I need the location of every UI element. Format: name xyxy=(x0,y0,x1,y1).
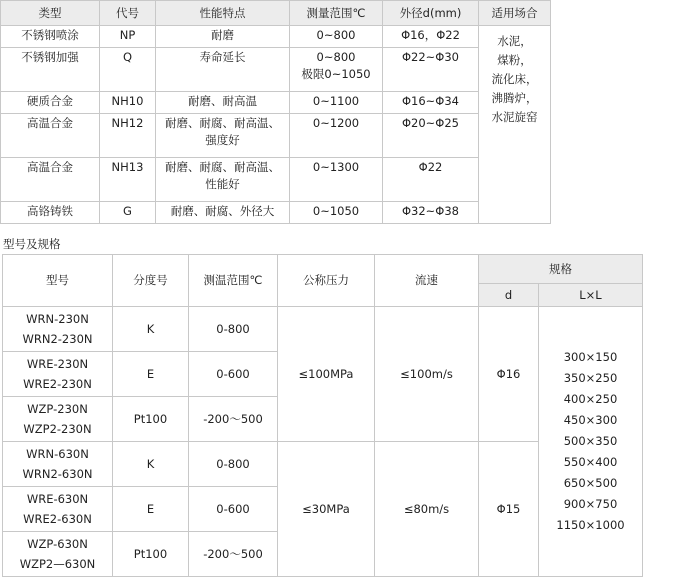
table-header-row xyxy=(3,255,643,284)
cell-features: 耐磨、耐高温 xyxy=(156,92,290,114)
cell-range: 0~1100 xyxy=(290,92,383,114)
table-header-row xyxy=(1,1,551,26)
spec-item: 500×350 xyxy=(563,434,618,448)
cell-code: NH13 xyxy=(100,158,156,202)
header-division: 分度号 xyxy=(113,255,189,307)
cell-range: 0-800 xyxy=(189,442,278,487)
cell-division: Pt100 xyxy=(113,532,189,577)
header-application: 适用场合 xyxy=(479,1,551,26)
cell-type: 不锈钢加强 xyxy=(1,48,100,92)
cell-model: WZP-230N WZP2-230N xyxy=(3,397,113,442)
cell-type: 不锈钢喷涂 xyxy=(1,26,100,48)
header-range: 测温范围℃ xyxy=(189,255,278,307)
table-row xyxy=(3,307,643,352)
header-pressure: 公称压力 xyxy=(278,255,375,307)
cell-range: 0~1300 xyxy=(290,158,383,202)
cell-range: 0-800 xyxy=(189,307,278,352)
cell-diameter: Φ22~Φ30 xyxy=(383,48,479,92)
table-row xyxy=(1,202,551,224)
thermocouple-type-table xyxy=(0,0,551,224)
spec-item: 450×300 xyxy=(563,413,618,427)
spec-item: 1150×1000 xyxy=(556,518,625,532)
cell-range: 0~800 xyxy=(290,26,383,48)
cell-model: WZP-630N WZP2—630N xyxy=(3,532,113,577)
cell-diameter: Φ16~Φ34 xyxy=(383,92,479,114)
application-item: 水泥， xyxy=(497,34,532,48)
cell-code: G xyxy=(100,202,156,224)
cell-division: K xyxy=(113,307,189,352)
cell-diameter: Φ16，Φ22 xyxy=(383,26,479,48)
cell-features: 寿命延长 xyxy=(156,48,290,92)
model-spec-table xyxy=(2,254,643,577)
cell-features: 耐磨、耐腐、耐高温、 性能好 xyxy=(156,158,290,202)
cell-pressure: ≤30MPa xyxy=(278,442,375,577)
header-model: 型号 xyxy=(3,255,113,307)
cell-flow: ≤100m/s xyxy=(375,307,479,442)
cell-features: 耐磨 xyxy=(156,26,290,48)
cell-code: NH12 xyxy=(100,114,156,158)
spec-item: 300×150 xyxy=(563,350,618,364)
cell-applications xyxy=(479,26,551,224)
header-diameter: 外径d(mm) xyxy=(383,1,479,26)
header-d: d xyxy=(479,284,539,307)
header-flow: 流速 xyxy=(375,255,479,307)
header-range: 测量范围℃ xyxy=(290,1,383,26)
cell-model: WRE-230N WRE2-230N xyxy=(3,352,113,397)
cell-range: 0~1050 xyxy=(290,202,383,224)
header-features: 性能特点 xyxy=(156,1,290,26)
cell-range: 0~800 极限0~1050 xyxy=(290,48,383,92)
cell-features: 耐磨、耐腐、耐高温、 强度好 xyxy=(156,114,290,158)
section-title: 型号及规格 xyxy=(3,237,61,251)
cell-type: 高铬铸铁 xyxy=(1,202,100,224)
cell-range: 0-600 xyxy=(189,487,278,532)
application-item: 流化床， xyxy=(491,72,538,86)
header-type: 类型 xyxy=(1,1,100,26)
spec-item: 650×500 xyxy=(563,476,618,490)
cell-type: 硬质合金 xyxy=(1,92,100,114)
cell-spec-list xyxy=(539,307,643,577)
cell-division: K xyxy=(113,442,189,487)
application-item: 沸腾炉， xyxy=(491,91,538,105)
cell-diameter: Φ20~Φ25 xyxy=(383,114,479,158)
cell-code: NH10 xyxy=(100,92,156,114)
cell-range: -200～500 xyxy=(189,397,278,442)
table-row xyxy=(1,92,551,114)
cell-code: Q xyxy=(100,48,156,92)
cell-type: 高温合金 xyxy=(1,158,100,202)
application-item: 煤粉， xyxy=(497,53,532,67)
table-row xyxy=(1,26,551,48)
table-row xyxy=(1,48,551,92)
header-lxl: L×L xyxy=(539,284,643,307)
cell-division: E xyxy=(113,487,189,532)
cell-range: -200～500 xyxy=(189,532,278,577)
cell-model: WRN-630N WRN2-630N xyxy=(3,442,113,487)
cell-d: Φ15 xyxy=(479,442,539,577)
cell-range: 0-600 xyxy=(189,352,278,397)
cell-diameter: Φ32~Φ38 xyxy=(383,202,479,224)
cell-model: WRE-630N WRE2-630N xyxy=(3,487,113,532)
table-row xyxy=(1,114,551,158)
cell-d: Φ16 xyxy=(479,307,539,442)
cell-code: NP xyxy=(100,26,156,48)
spec-item: 350×250 xyxy=(563,371,618,385)
cell-diameter: Φ22 xyxy=(383,158,479,202)
spec-item: 550×400 xyxy=(563,455,618,469)
table-row xyxy=(1,158,551,202)
cell-division: Pt100 xyxy=(113,397,189,442)
header-spec: 规格 xyxy=(479,255,643,284)
header-code: 代号 xyxy=(100,1,156,26)
cell-division: E xyxy=(113,352,189,397)
cell-type: 高温合金 xyxy=(1,114,100,158)
cell-flow: ≤80m/s xyxy=(375,442,479,577)
spec-item: 400×250 xyxy=(563,392,618,406)
spec-item: 900×750 xyxy=(563,497,618,511)
cell-features: 耐磨、耐腐、外径大 xyxy=(156,202,290,224)
cell-pressure: ≤100MPa xyxy=(278,307,375,442)
cell-model: WRN-230N WRN2-230N xyxy=(3,307,113,352)
application-item: 水泥旋窑 xyxy=(491,110,538,124)
cell-range: 0~1200 xyxy=(290,114,383,158)
